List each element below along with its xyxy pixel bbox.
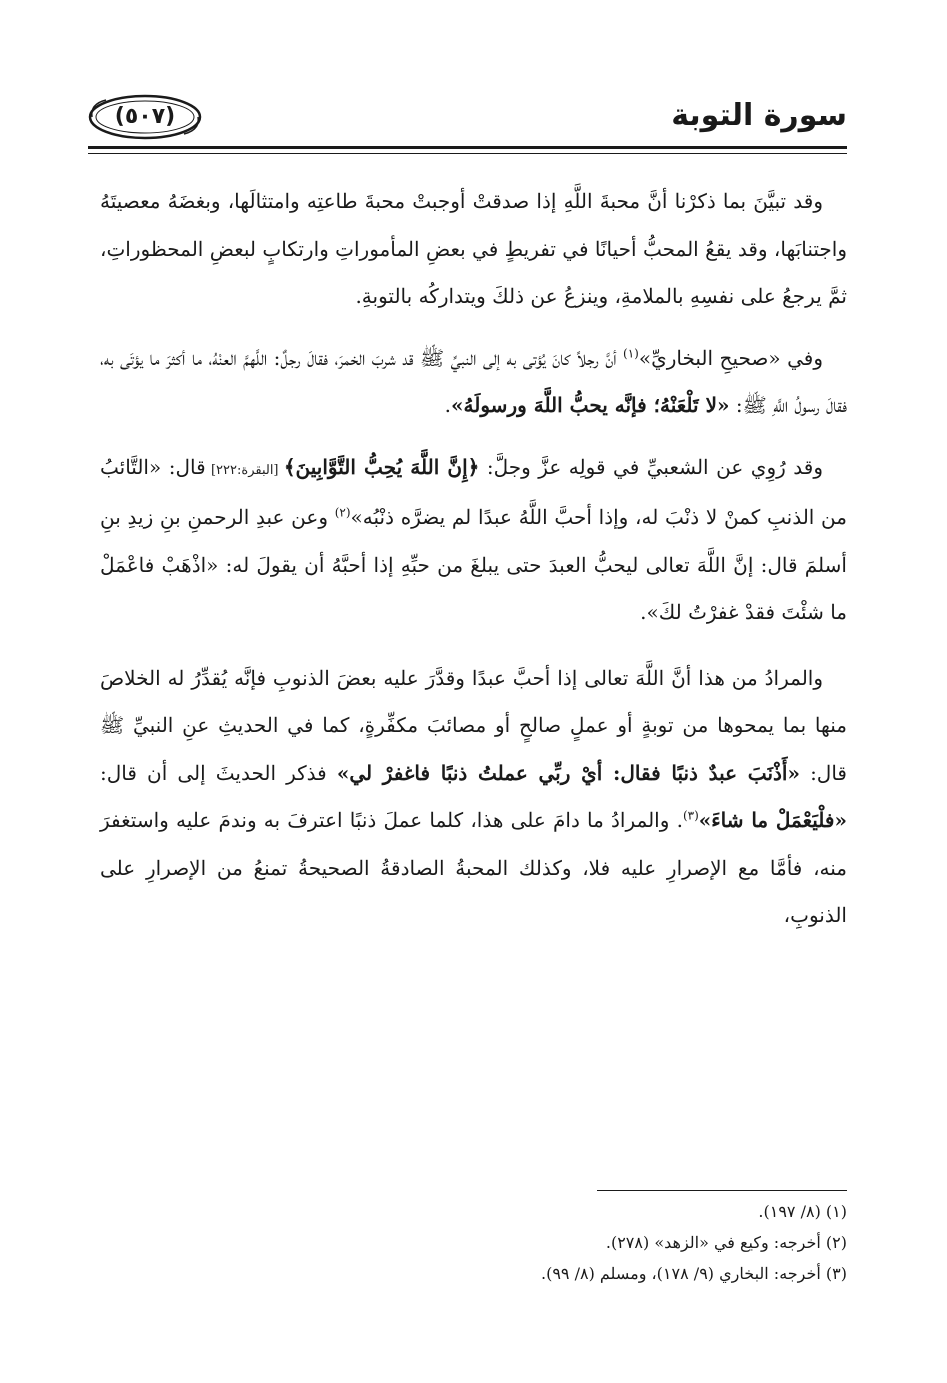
- page-header: [88, 92, 847, 164]
- header-rule-thick: [88, 146, 847, 149]
- hadith-quote-1: «أَذْنَبَ عبدٌ ذنبًا فقال: أيْ ربِّي عملتُ ذنبًا فاغفرْ لي»: [336, 760, 800, 785]
- verse-reference: [البقرة:٢٢٢]: [205, 462, 284, 478]
- main-text: [100, 178, 847, 954]
- paragraph-3-part-b: قال: «التَّائبُ من الذنبِ كمنْ لا ذنْبَ له، وإذا أحبَّ اللَّهُ عبدًا لم يضرَّه ذنْبُه»: [100, 454, 847, 529]
- page-number-badge: [88, 94, 202, 140]
- paragraph-3-part-a: وقد رُوِي عن الشعبيِّ في قولِه عزَّ وجلَّ:: [479, 454, 823, 479]
- footnote-1: (١) (٨/ ١٩٧).: [758, 1202, 847, 1221]
- quran-verse: ﴿إِنَّ اللَّهَ يُحِبُّ التَّوَّابِينَ﴾: [283, 454, 480, 479]
- paragraph-3-part-c: وعن عبدِ الرحمنِ بنِ زيدِ بنِ أسلمَ قال: إنَّ اللَّهَ تعالى ليحبُّ العبدَ حتى يبلغَ من حبِّهِ إذا أحبَّهُ أن يقولَ له: «اذْهَبْ فاعْمَلْ ما شئْتَ فقدْ غفرْتُ لكَ».: [100, 505, 847, 624]
- footnote-separator: [597, 1190, 847, 1191]
- paragraph-4-part-b: فذكر الحديثَ إلى أن قال:: [100, 760, 337, 785]
- paragraph-4-part-a: والمرادُ من هذا أنَّ اللَّهَ تعالى إذا أحبَّ عبدًا وقدَّرَ عليه بعضَ الذنوبِ فإنَّه يُقدِّرُ له الخلاصَ منها بما يمحوها من توبةٍ أو عملٍ صالحٍ أو مصائبَ مكفِّرةٍ، كما في الحديثِ عنِ النبيِّ ﷺ قال:: [100, 665, 847, 785]
- footnotes: [100, 1196, 847, 1289]
- footnote-marker-2[interactable]: (٢): [334, 505, 351, 520]
- paragraph-2: [100, 335, 847, 430]
- footnote-2: (٢) أخرجه: وكيع في «الزهد» (٢٧٨).: [605, 1233, 847, 1252]
- footnote-marker-1[interactable]: (١): [623, 345, 639, 360]
- header-rule-thin: [88, 153, 847, 154]
- paragraph-2-part-a: وفي «صحيحِ البخاريِّ»: [638, 345, 823, 370]
- hadith-quote: «لا تَلْعَنْهُ؛ فإنَّه يحبُّ اللَّهَ ورسولَهُ»: [451, 393, 730, 417]
- footnote-marker-3[interactable]: (٣): [682, 808, 699, 823]
- paragraph-2-part-c: .: [444, 393, 452, 417]
- paragraph-2-part-b: أنَّ رجلاً كانَ يُؤتى به إلى النبيِّ ﷺ قد شربَ الخمرَ، فقالَ رجلٌ: اللَّهمَّ العنْهُ، ما أكثرَ ما يؤتَى به، فقالَ رسولُ اللَّهِ ﷺ:: [100, 345, 847, 417]
- paragraph-4: [100, 655, 847, 940]
- page-number: (٥٠٧): [114, 104, 176, 129]
- hadith-quote-2: «فلْيَعْمَلْ ما شاءَ»: [698, 808, 847, 832]
- paragraph-3: [100, 444, 847, 637]
- paragraph-4-part-c: . والمرادُ ما دامَ على هذا، كلما عملَ ذنبًا اعترفَ به وندمَ عليه واستغفرَ منه، فأمَّا مع الإصرارِ عليه فلا، وكذلك المحبةُ الصادقةُ الصحيحةُ تمنعُ من الإصرارِ على الذنوبِ،: [100, 808, 847, 927]
- paragraph-1: وقد تبيَّنَ بما ذكرْنا أنَّ محبةَ اللَّهِ إذا صدقتْ أوجبتْ محبةَ طاعتِه وامتثالَها، وبغضَهُ معصيتَهُ واجتنابَها، وقد يقعُ المحبُّ أحيانًا في تفريطٍ في بعضِ المأموراتِ وارتكابٍ لبعضِ المحظوراتِ، ثمَّ يرجعُ على نفسِهِ بالملامةِ، وينزعُ عن ذلكَ ويتداركُه بالتوبةِ.: [100, 189, 847, 308]
- footnote-3: (٣) أخرجه: البخاري (٩/ ١٧٨)، ومسلم (٨/ ٩٩).: [540, 1264, 847, 1283]
- surah-title: سورة التوبة: [671, 98, 847, 133]
